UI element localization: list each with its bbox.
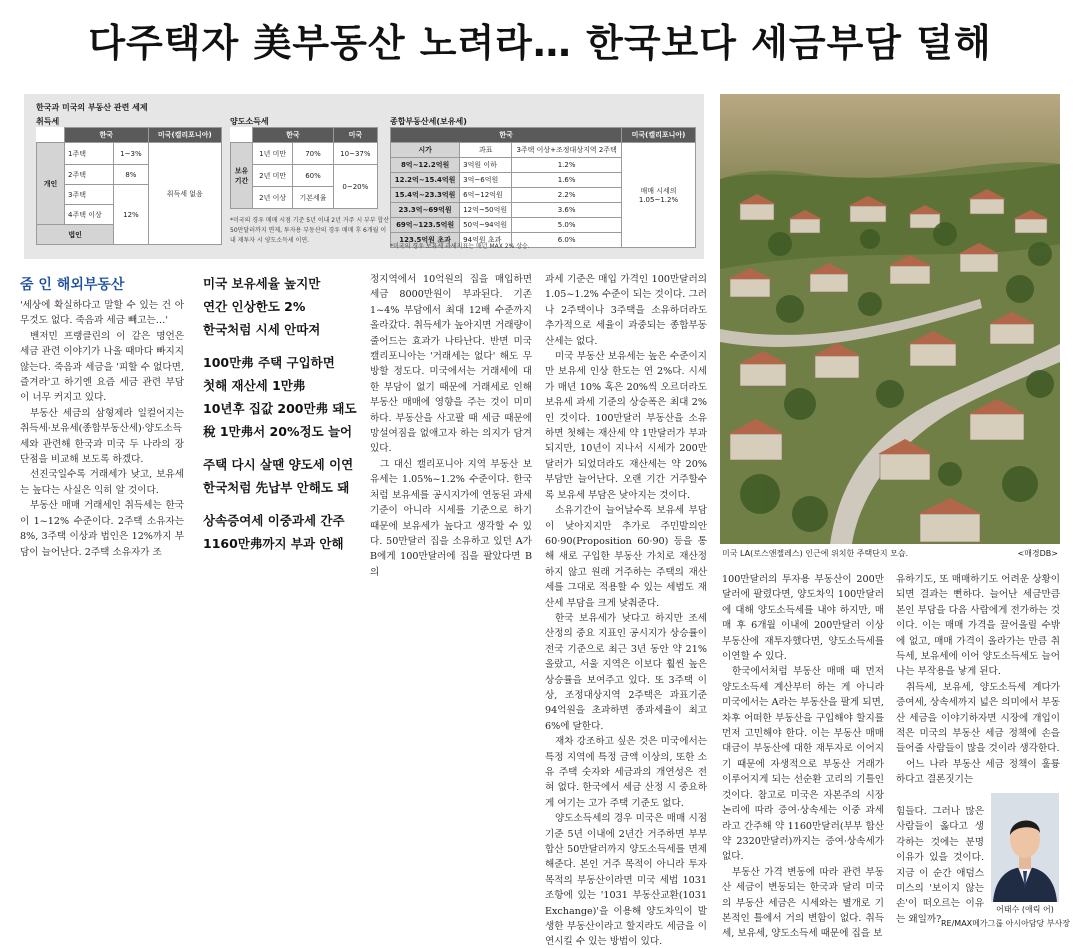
transfer-rate: 60% — [293, 165, 333, 187]
subhead-line: 1160만弗까지 부과 안해 — [203, 536, 344, 551]
subhead-group — [203, 453, 363, 499]
group-corporate: 법인 — [37, 225, 114, 245]
author-portrait — [991, 793, 1059, 902]
comp-base: 94억원 초과 — [460, 233, 512, 248]
transfer-us-value: 10~37% — [333, 143, 377, 165]
comprehensive-tax-title: 종합부동산세(보유세) — [390, 117, 467, 126]
photo-caption — [722, 548, 1058, 559]
sub-header-market: 시가 — [391, 143, 460, 158]
acq-us-value: 취득세 없음 — [148, 143, 221, 245]
acq-row-rate: 12% — [114, 185, 148, 245]
paragraph: 취득세, 보유세, 양도소득세 계다가 증여세, 상속세까지 넓은 의미에서 부동산 세금을 이야기하자면 시장에 개입이 적은 미국의 부동산 세금 정책에 손을 들어줄 사람들이 많을 것이라 생각한다. — [896, 681, 1060, 755]
paragraph: 부동산 가격 변동에 따라 관련 부동산 세금이 변동되는 한국과 달리 미국의 부동산 세금은 시세와는 별개로 기본적인 틀에서 거의 변함이 없다. 취득세, 보유세, 양도소득세 때문에 집을 보 — [722, 866, 884, 940]
comp-rate: 3.6% — [512, 203, 622, 218]
subheads — [203, 272, 363, 565]
comp-market: 23.3억~69억원 — [391, 203, 460, 218]
comp-rate: 1.2% — [512, 158, 622, 173]
comp-base: 3억~6억원 — [460, 173, 512, 188]
paragraph: 한국 보유세가 낮다고 하지만 조세 산정의 중요 지표인 공시지가 상승률이 전국 기준으로 최근 3년 동안 약 21% 올랐고, 서울 지역은 이보다 훨씬 높은 상승률을 보여주고 있다. 또 3주택 이상, 조정대상지역 2주택은 과표기준 94억원을 초과하면 종과세율이 최고 6%에 달한다. — [545, 612, 707, 732]
comp-market: 69억~123.5억원 — [391, 218, 460, 233]
group-individual: 개인 — [37, 143, 65, 225]
comp-rate: 1.6% — [512, 173, 622, 188]
comp-rate: 6.0% — [512, 233, 622, 248]
transfer-period: 1년 미만 — [253, 143, 293, 165]
subhead-line: 주택 다시 살땐 양도세 이연 — [203, 457, 354, 472]
author-name: 어태수 (애릭 어) — [996, 905, 1054, 914]
col-header-us: 미국 — [333, 128, 377, 143]
paragraph: 재차 강조하고 싶은 것은 미국에서는 특정 지역에 특정 금액 이상의, 또한 소유 주택 숫자와 세금과의 개연성은 전혀 없다. 한국에서 세금 산정 시 중요하게 여기는 고가 주택 기준도 없다. — [545, 736, 707, 809]
acq-row-label: 2주택 — [65, 165, 114, 185]
subhead-group — [203, 351, 363, 443]
comp-rate: 5.0% — [512, 218, 622, 233]
group-holding-period: 보유 기간 — [231, 143, 253, 209]
subhead-line: 상속증여세 이중과세 간주 — [203, 513, 345, 528]
comprehensive-tax-table — [390, 127, 696, 248]
housing-complex-photo — [720, 94, 1060, 544]
paragraph: 100만달러의 투자용 부동산이 200만달러에 팔렸다면, 양도차익 100만달러에 대해 양도소득세를 내야 하지만, 매매 후 6개월 이내에 200만달러 이상 부동산에 재투자했다면, 양도소득세를 이연할 수 있다. — [722, 574, 884, 663]
transfer-us-value: 0~20% — [333, 165, 377, 209]
paragraph: 힘들다. 그러나 많은 사람들이 옳다고 생각하는 것에는 분명 이유가 있을 것이다. 지금 이 순간 애덤스미스의 '보이지 않는 손'이 떠오르는 이유는 왜일까? — [896, 806, 984, 925]
paragraph: 선진국일수록 거래세가 낮고, 보유세는 높다는 사실은 익히 알 것이다. — [20, 469, 184, 496]
article-column-4 — [722, 572, 884, 942]
transfer-period: 2년 미만 — [253, 165, 293, 187]
subhead-line: 미국 보유세율 높지만 — [203, 276, 321, 291]
photo-credit: <매경DB> — [1017, 549, 1058, 558]
subhead-line: 稅 1만弗서 20%정도 늘어 — [203, 424, 353, 439]
col-header-korea: 한국 — [65, 128, 149, 143]
subhead-group — [203, 272, 363, 341]
transfer-period: 2년 이상 — [253, 187, 293, 209]
comp-market: 15.4억~23.3억원 — [391, 188, 460, 203]
acq-row-rate: 1~3% — [114, 143, 148, 165]
article-column-5 — [896, 572, 1060, 788]
subhead-line: 100만弗 주택 구입하면 — [203, 355, 335, 370]
comp-us-value: 매매 시세의 1.05~1.2% — [622, 143, 696, 248]
comp-market: 8억~12.2억원 — [391, 158, 460, 173]
paragraph: 벤저민 프랭클린의 이 같은 명언은 세금 관련 이야기가 나올 때마다 빠지지 않는다. 죽음과 세금을 '피할 수 없다면, 즐겨라'고 하기엔 요즘 세금 관련 부담이 너무 커지고 있다. — [20, 330, 184, 404]
col-header-korea: 한국 — [391, 128, 622, 143]
comp-market: 12.2억~15.4억원 — [391, 173, 460, 188]
acq-row-label: 4주택 이상 — [65, 205, 114, 225]
transfer-rate: 기본세율 — [293, 187, 333, 209]
article-column-3 — [545, 272, 707, 948]
subhead-line: 첫해 재산세 1만弗 — [203, 378, 306, 393]
paragraph: 한국에서처럼 부동산 매매 때 먼저 양도소득세 계산부터 하는 게 아니라 미국에서는 A라는 부동산을 팔게 되면, 차후 어떠한 부동산을 구입해야 할지를 먼저 고민해야 한다. 이는 부동산 매매 대금이 부동산에 대한 재투자로 이어지기 때문에 자생적으로 부동산 거래가 이루어지게 되는 선순환 고리의 기틀인 것이다. 참고로 미국은 자본주의 시장 논리에 따라 증여·상속세는 이중 과세라고 간주해 약 1160만달러(부부 합산 약 2320만달러)까지는 증여·상속세가 없다. — [722, 666, 884, 863]
acq-row-label: 3주택 — [65, 185, 114, 205]
acquisition-tax-table — [36, 127, 222, 245]
sub-header-multi: 3주택 이상+조정대상지역 2주택 — [512, 143, 622, 158]
col-header-us: 미국(캘리포니아) — [148, 128, 221, 143]
photo-caption-text: 미국 LA(로스앤젤레스) 인근에 위치한 주택단지 모습. — [722, 549, 909, 558]
paragraph: 소유기간이 늘어날수록 보유세 부담이 낮아지지만 추가로 주민발의안 60·90(Proposition 60·90) 등을 통해 새로 구입한 부동산 가치로 재산정하지 않고 원래 거주하는 주택의 재산세를 그대로 적용할 수 있는 세법도 재산세 부담을 크게 낮춰준다. — [545, 505, 707, 609]
acq-row-label: 1주택 — [65, 143, 114, 165]
paragraph: 유하기도, 또 매매하기도 어려운 상황이 되면 결과는 뻔하다. 늘어난 세금만큼 본인 부담을 다음 사람에게 전가하는 것이다. 이는 매매 가격을 끌어올릴 수밖에 없고, 매매 가격이 올라가는 만큼 취득세, 보유세에 이어 양도소득세도 늘어나는 부작용을 낳게 된다. — [896, 574, 1060, 678]
comp-base: 6억~12억원 — [460, 188, 512, 203]
article-column-1 — [20, 298, 184, 560]
paragraph: 부동산 매매 거래세인 취득세는 한국이 1~12% 수준이다. 2주택 소유자는 8%, 3주택 이상과 법인은 12%까지 부담이 늘어난다. 2주택 소유자가 조 — [20, 500, 184, 558]
transfer-tax-note: *미국의 경우 매매 시점 기준 5년 이내 2년 거주 시 부부 합산 50만달러까지 면제, 투자용 부동산의 경우 매매 후 6개월 이내 재투자 시 양도소득세 이연. — [230, 217, 390, 244]
transfer-tax-title: 양도소득세 — [230, 117, 269, 126]
subhead-line: 연간 인상한도 2% — [203, 299, 306, 314]
comp-market: 123.5억원 초과 — [391, 233, 460, 248]
comprehensive-tax-note: *미국의 경우 보유세 과세지표는 매년 MAX 2% 상승. — [390, 243, 530, 250]
article-column-2 — [370, 272, 532, 580]
comp-base: 12억~50억원 — [460, 203, 512, 218]
comp-base: 50억~94억원 — [460, 218, 512, 233]
headline: 다주택자 美부동산 노려라… 한국보다 세금부담 덜해 — [88, 21, 992, 65]
comp-base: 3억원 이하 — [460, 158, 512, 173]
subhead-line: 10년후 집값 200만弗 돼도 — [203, 401, 357, 416]
section-label: 줌 인 해외부동산 — [20, 277, 125, 293]
transfer-tax-table — [230, 127, 378, 209]
tables-main-title: 한국과 미국의 부동산 관련 세제 — [36, 103, 148, 112]
acq-row-rate: 8% — [114, 165, 148, 185]
sub-header-base: 과표 — [460, 143, 512, 158]
article-column-5-continued — [896, 804, 984, 927]
paragraph: 미국 부동산 보유세는 높은 수준이지만 보유세 인상 한도는 연 2%다. 시세가 매년 10% 혹은 20%씩 오르더라도 보유세 과세 기준의 상승폭은 최대 2%인 것이다. 100만달러 부동산을 소유하면 첫해는 재산세 약 1만달러가 부과되지만, 10년이 지나서 시세가 200만달러가 되었더라도 재산세는 약 20% 부담만 늘어난다. 오랜 기간 거주할수록 보유세 부담은 낮아지는 것이다. — [545, 351, 707, 501]
paragraph: 양도소득세의 경우 미국은 매매 시점 기준 5년 이내에 2년간 거주하면 부부 합산 50만달러까지 양도소득세를 면제해준다. 본인 거주 목적이 아니라 투자 목적의 부동산이라면 미국 세법 1031조항에 있는 '1031 부동산교환(1031 Exchange)'을 이용해 양도차익이 발생한 부동산이라고 할지라도 세금을 이연시킬 수 있는 방법이 있다. — [545, 813, 707, 948]
comp-rate: 2.2% — [512, 188, 622, 203]
author-title: RE/MAX메가그룹 아시아담당 부사장 — [941, 919, 1070, 928]
paragraph: 정지역에서 10억원의 집을 매입하면 세금 8000만원이 부과된다. 기존 1~4% 부담에서 최대 12배 수준까지 올라갔다. 취득세가 높아지면 거래량이 줄어드는 효과가 나타난다. 반면 미국 캘리포니아는 '거래세는 없다' 해도 무방할 정도다. 미국에서는 거래세에 대한 부담이 없기 때문에 거래세로 인해 부동산 매매에 영향을 주는 것이 미미하다. 부동산을 사고팔 때 세금 때문에 망설여짐을 없애고자 하는 의지가 담겨 있다. — [370, 274, 532, 455]
paragraph: 그 대신 캘리포니아 지역 부동산 보유세는 1.05%~1.2% 수준이다. 한국처럼 보유세를 공시지가에 연동된 과세 기준이 아니라 시세를 기준으로 하기 때문에 보유세가 높다고 생각할 수 있다. 50만달러 집을 소유하고 있던 A가 B에게 100만달러에 집을 팔았다면 B의 — [370, 458, 532, 578]
acquisition-tax-title: 취득세 — [36, 117, 60, 126]
col-header-us: 미국(캘리포니아) — [622, 128, 696, 143]
paragraph: 과세 기준은 매입 가격인 100만달러의 1.05~1.2% 수준이 되는 것이다. 그러나 2주택이나 3주택을 소유하더라도 추가적으로 세율이 과중되는 종합부동산세는 없다. — [545, 274, 707, 347]
col-header-korea: 한국 — [253, 128, 334, 143]
subhead-group — [203, 509, 363, 555]
paragraph: '세상에 확실하다고 말할 수 있는 건 아무것도 없다. 죽음과 세금 빼고는…' — [20, 300, 184, 327]
transfer-rate: 70% — [293, 143, 333, 165]
subhead-line: 한국처럼 先납부 안해도 돼 — [203, 480, 350, 495]
paragraph: 어느 나라 부동산 세금 정책이 훌륭하다고 결론짓기는 — [896, 758, 1060, 786]
tax-comparison-tables — [24, 94, 704, 259]
paragraph: 부동산 세금의 삼형제라 일컬어지는 취득세·보유세(종합부동산세)·양도소득세와 관련해 한국과 미국 두 나라의 장단점을 비교해 보도록 하겠다. — [20, 407, 184, 466]
subhead-line: 한국처럼 시세 안따져 — [203, 322, 321, 337]
